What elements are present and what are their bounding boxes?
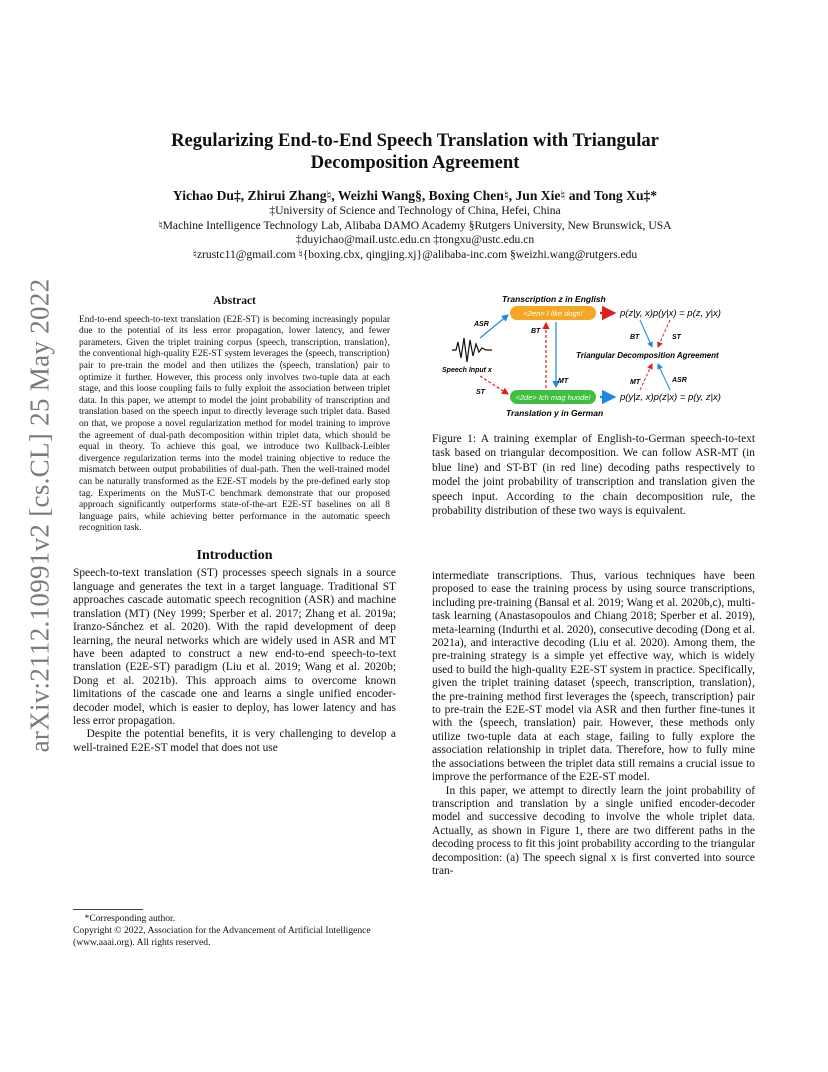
translation-text: <2de> Ich mag hunde! — [515, 393, 591, 402]
left-column — [73, 295, 396, 755]
footnote-rule — [73, 909, 143, 910]
translation-label: Translation y in German — [506, 408, 604, 418]
arxiv-identifier: arXiv:2112.10991v2 [cs.CL] 25 May 2022 — [24, 278, 55, 752]
paper-header — [100, 130, 730, 262]
bt-label-left: BT — [531, 328, 541, 335]
bt-label-right: BT — [630, 334, 640, 341]
speech-input-label: Speech Input x — [442, 367, 492, 374]
title-line-1: Regularizing End-to-End Speech Translation with Triangular — [171, 130, 659, 151]
footnote — [73, 909, 396, 949]
st-agreement-arrow — [658, 320, 670, 347]
mt-label-right: MT — [630, 379, 641, 386]
triangular-decomposition-diagram — [440, 290, 760, 420]
agreement-label: Triangular Decomposition Agreement — [576, 351, 719, 360]
introduction-heading: Introduction — [196, 547, 273, 563]
mt-label-left: MT — [558, 378, 569, 385]
asr-agreement-arrow — [658, 364, 670, 390]
abstract-text: End-to-end speech-to-text translation (E2E-ST) is becoming increasingly popular due to the potential of its less error propagation, lower latency, and fewer parameters. Given the triplet training corpus ⟨speech, transcription, translation⟩, the conventional high-quality E2E-ST system leverages the ⟨speech, transcription⟩ pair to pre-train the model and then utilizes the ⟨speech, translation⟩ pair to optimize it further. However, this process only involves two-tuple data at each stage, and this loose coupling fails to fully exploit the association between triplet data. In this paper, we attempt to model the joint probability of transcription and translation based on the speech input to directly leverage such triplet data. Based on that, we propose a novel regularization method for model training to improve the agreement of dual-path decomposition within triplet data, which should be equal in theory. To achieve this goal, we introduce two Kullback-Leibler divergence regularization terms into the model training objective to reduce the mismatch between output probabilities of dual-path. Then the well-trained model can be naturally transformed as the E2E-ST models by the pre-defined early stop tag. Experiments on the MuST-C benchmark demonstrate that our proposed approach significantly outperforms state-of-the-art E2E-ST baselines on all 8 language pairs, while achieving better performance in the automatic speech recognition task. — [79, 314, 390, 534]
asr-label-left: ASR — [474, 321, 489, 328]
transcription-label: Transcription z in English — [502, 294, 606, 304]
bt-agreement-arrow — [640, 320, 652, 347]
equation-bottom: p(y|z, x)p(z|x) = p(y, z|x) — [620, 392, 721, 403]
right-column-text — [432, 570, 755, 878]
right-paragraph-2: In this paper, we attempt to directly learn the joint probability of transcription and translation by a single unified encoder-decoder model and successive decoding to involve the whole triplet data. Actually, as shown in Figure 1, there are two different paths in the decoding process to fit this joint probability according to the triangular decomposition: (a) The speech signal x is first converted into source tran- — [432, 784, 755, 877]
figure-1 — [440, 290, 760, 420]
equation-top: p(z|y, x)p(y|x) = p(z, y|x) — [620, 308, 721, 319]
intro-paragraph-1: Speech-to-text translation (ST) processes speech signals in a source language and generates the text in a target language. Traditional ST approaches cascade automatic speech recognition (ASR) and machine translation (MT) (Ney 1999; Sperber et al. 2017; Zhang et al. 2019a; Iranzo-Sánchez et al. 2020). With the rapid development of deep learning, the neural networks which are widely used in ASR and MT have been adapted to construct a new end-to-end speech-to-text translation (E2E-ST) paradigm (Liu et al. 2019; Wang et al. 2020b; Dong et al. 2021b). This approach aims to overcome known limitations of the cascade one and learns a single unified encoder-decoder model, which is easier to deploy, has lower latency and has less error propagation. — [73, 567, 396, 727]
affiliation-1: ‡University of Science and Technology of China, Hefei, China — [269, 204, 561, 217]
email-line-2: ♮zrustc11@gmail.com ♮{boxing.cbx, qingjing.xj}@alibaba-inc.com §weizhi.wang@rutgers.edu — [192, 247, 638, 261]
title-line-2: Decomposition Agreement — [310, 152, 520, 173]
st-label-right: ST — [672, 334, 681, 341]
figure-caption: Figure 1: A training exemplar of English-to-German speech-to-text task based on triangular decomposition. We can follow ASR-MT (in blue line) and ST-BT (in red line) decoding paths respectively to model the joint probability of transcription and translation given the speech input. According to the chain decomposition rule, the probability distribution of these two ways is equivalent. — [432, 433, 755, 518]
paper-title — [100, 130, 730, 174]
arxiv-stamp — [22, 280, 58, 750]
copyright-notice: Copyright © 2022, Association for the Advancement of Artificial Intelligence (www.aaai.org). All rights reserved. — [73, 925, 371, 948]
mt-agreement-arrow — [640, 364, 652, 390]
intro-paragraph-2: Despite the potential benefits, it is very challenging to develop a well-trained E2E-ST model that does not use — [73, 728, 396, 754]
email-line-1: ‡duyichao@mail.ustc.edu.cn ‡tongxu@ustc.edu.cn — [295, 233, 535, 247]
asr-label-right: ASR — [672, 377, 687, 384]
author-list: Yichao Du‡, Zhirui Zhang♮, Weizhi Wang§, Boxing Chen♮, Jun Xie♮ and Tong Xu‡* — [172, 188, 658, 203]
waveform-icon — [452, 338, 492, 362]
corresponding-author-note: *Corresponding author. — [84, 913, 176, 924]
st-label-left: ST — [476, 389, 485, 396]
transcription-text: <2en> I like dogs! — [523, 309, 583, 318]
affiliation-2: ♮Machine Intelligence Technology Lab, Alibaba DAMO Academy §Rutgers University, New Brunswick, USA — [158, 218, 672, 232]
abstract-heading: Abstract — [213, 295, 256, 307]
right-paragraph-1: intermediate transcriptions. Thus, various techniques have been proposed to ease the training process by using source transcriptions, including pre-training (Bansal et al. 2019; Wang et al. 2020b,c), multi-task learning (Anastasopoulos and Chiang 2018; Sperber et al. 2019), meta-learning (Indurthi et al. 2020), consecutive decoding (Dong et al. 2021a), and interactive decoding (Liu et al. 2020). Among them, the pre-training strategy is a simple yet effective way, which is widely used to build the high-quality E2E-ST system in practice. Specifically, given the triplet training dataset ⟨speech, transcription, translation⟩, the pre-training method first leverages the ⟨speech, transcription⟩ pair to pre-train the E2E-ST model via ASR and then further fine-tunes it with the ⟨speech, translation⟩ pair. However, these methods only utilize two-tuple data at each stage, failing to fully explore the association relationship in triplet data. Therefore, how to fully mine the associations between the triplet data still remains a crucial issue to improve the performance of the E2E-ST model. — [432, 570, 755, 784]
